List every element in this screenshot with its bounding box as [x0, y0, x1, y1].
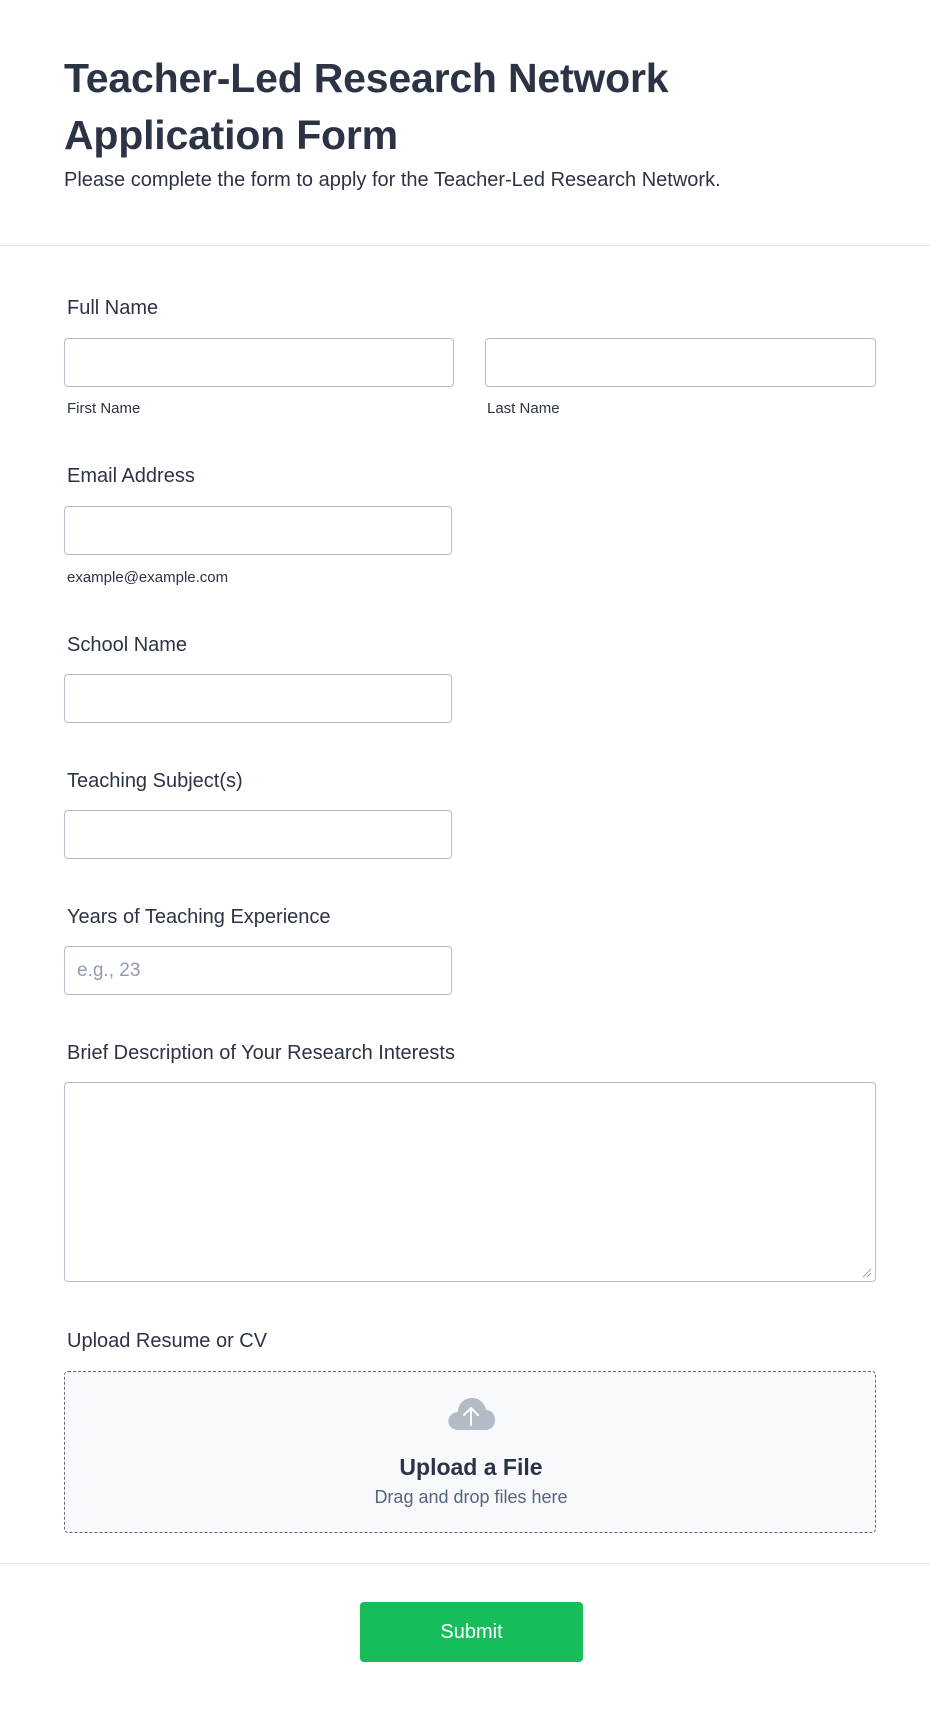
- email-sublabel: example@example.com: [67, 569, 229, 586]
- experience-label: Years of Teaching Experience: [67, 906, 331, 928]
- research-interests-label: Brief Description of Your Research Interests: [67, 1042, 455, 1064]
- form-title: Teacher-Led Research Network Application Form: [64, 55, 669, 158]
- email-label: Email Address: [67, 465, 195, 487]
- upload-subtitle: Drag and drop files here: [374, 1487, 568, 1507]
- teaching-subjects-input[interactable]: [64, 810, 452, 859]
- file-upload-dropzone[interactable]: [64, 1371, 876, 1533]
- full-name-label: Full Name: [67, 297, 159, 319]
- last-name-sublabel: Last Name: [487, 400, 560, 417]
- cloud-upload-icon: [445, 1396, 497, 1432]
- last-name-input[interactable]: [485, 338, 876, 387]
- first-name-sublabel: First Name: [67, 400, 141, 417]
- experience-input[interactable]: [64, 946, 452, 995]
- upload-label: Upload Resume or CV: [67, 1330, 268, 1352]
- form-header: [0, 0, 930, 246]
- school-name-label: School Name: [67, 634, 188, 656]
- form-subtitle: Please complete the form to apply for the Teacher-Led Research Network.: [64, 169, 721, 191]
- school-name-input[interactable]: [64, 674, 452, 723]
- first-name-input[interactable]: [64, 338, 454, 387]
- research-interests-textarea[interactable]: [64, 1082, 876, 1282]
- email-field[interactable]: [64, 506, 452, 555]
- resize-grip-icon[interactable]: [860, 1266, 872, 1278]
- submit-button[interactable]: Submit: [360, 1602, 583, 1662]
- upload-title: Upload a File: [399, 1454, 543, 1480]
- teaching-subjects-label: Teaching Subject(s): [67, 770, 243, 792]
- footer-divider: [0, 1563, 930, 1564]
